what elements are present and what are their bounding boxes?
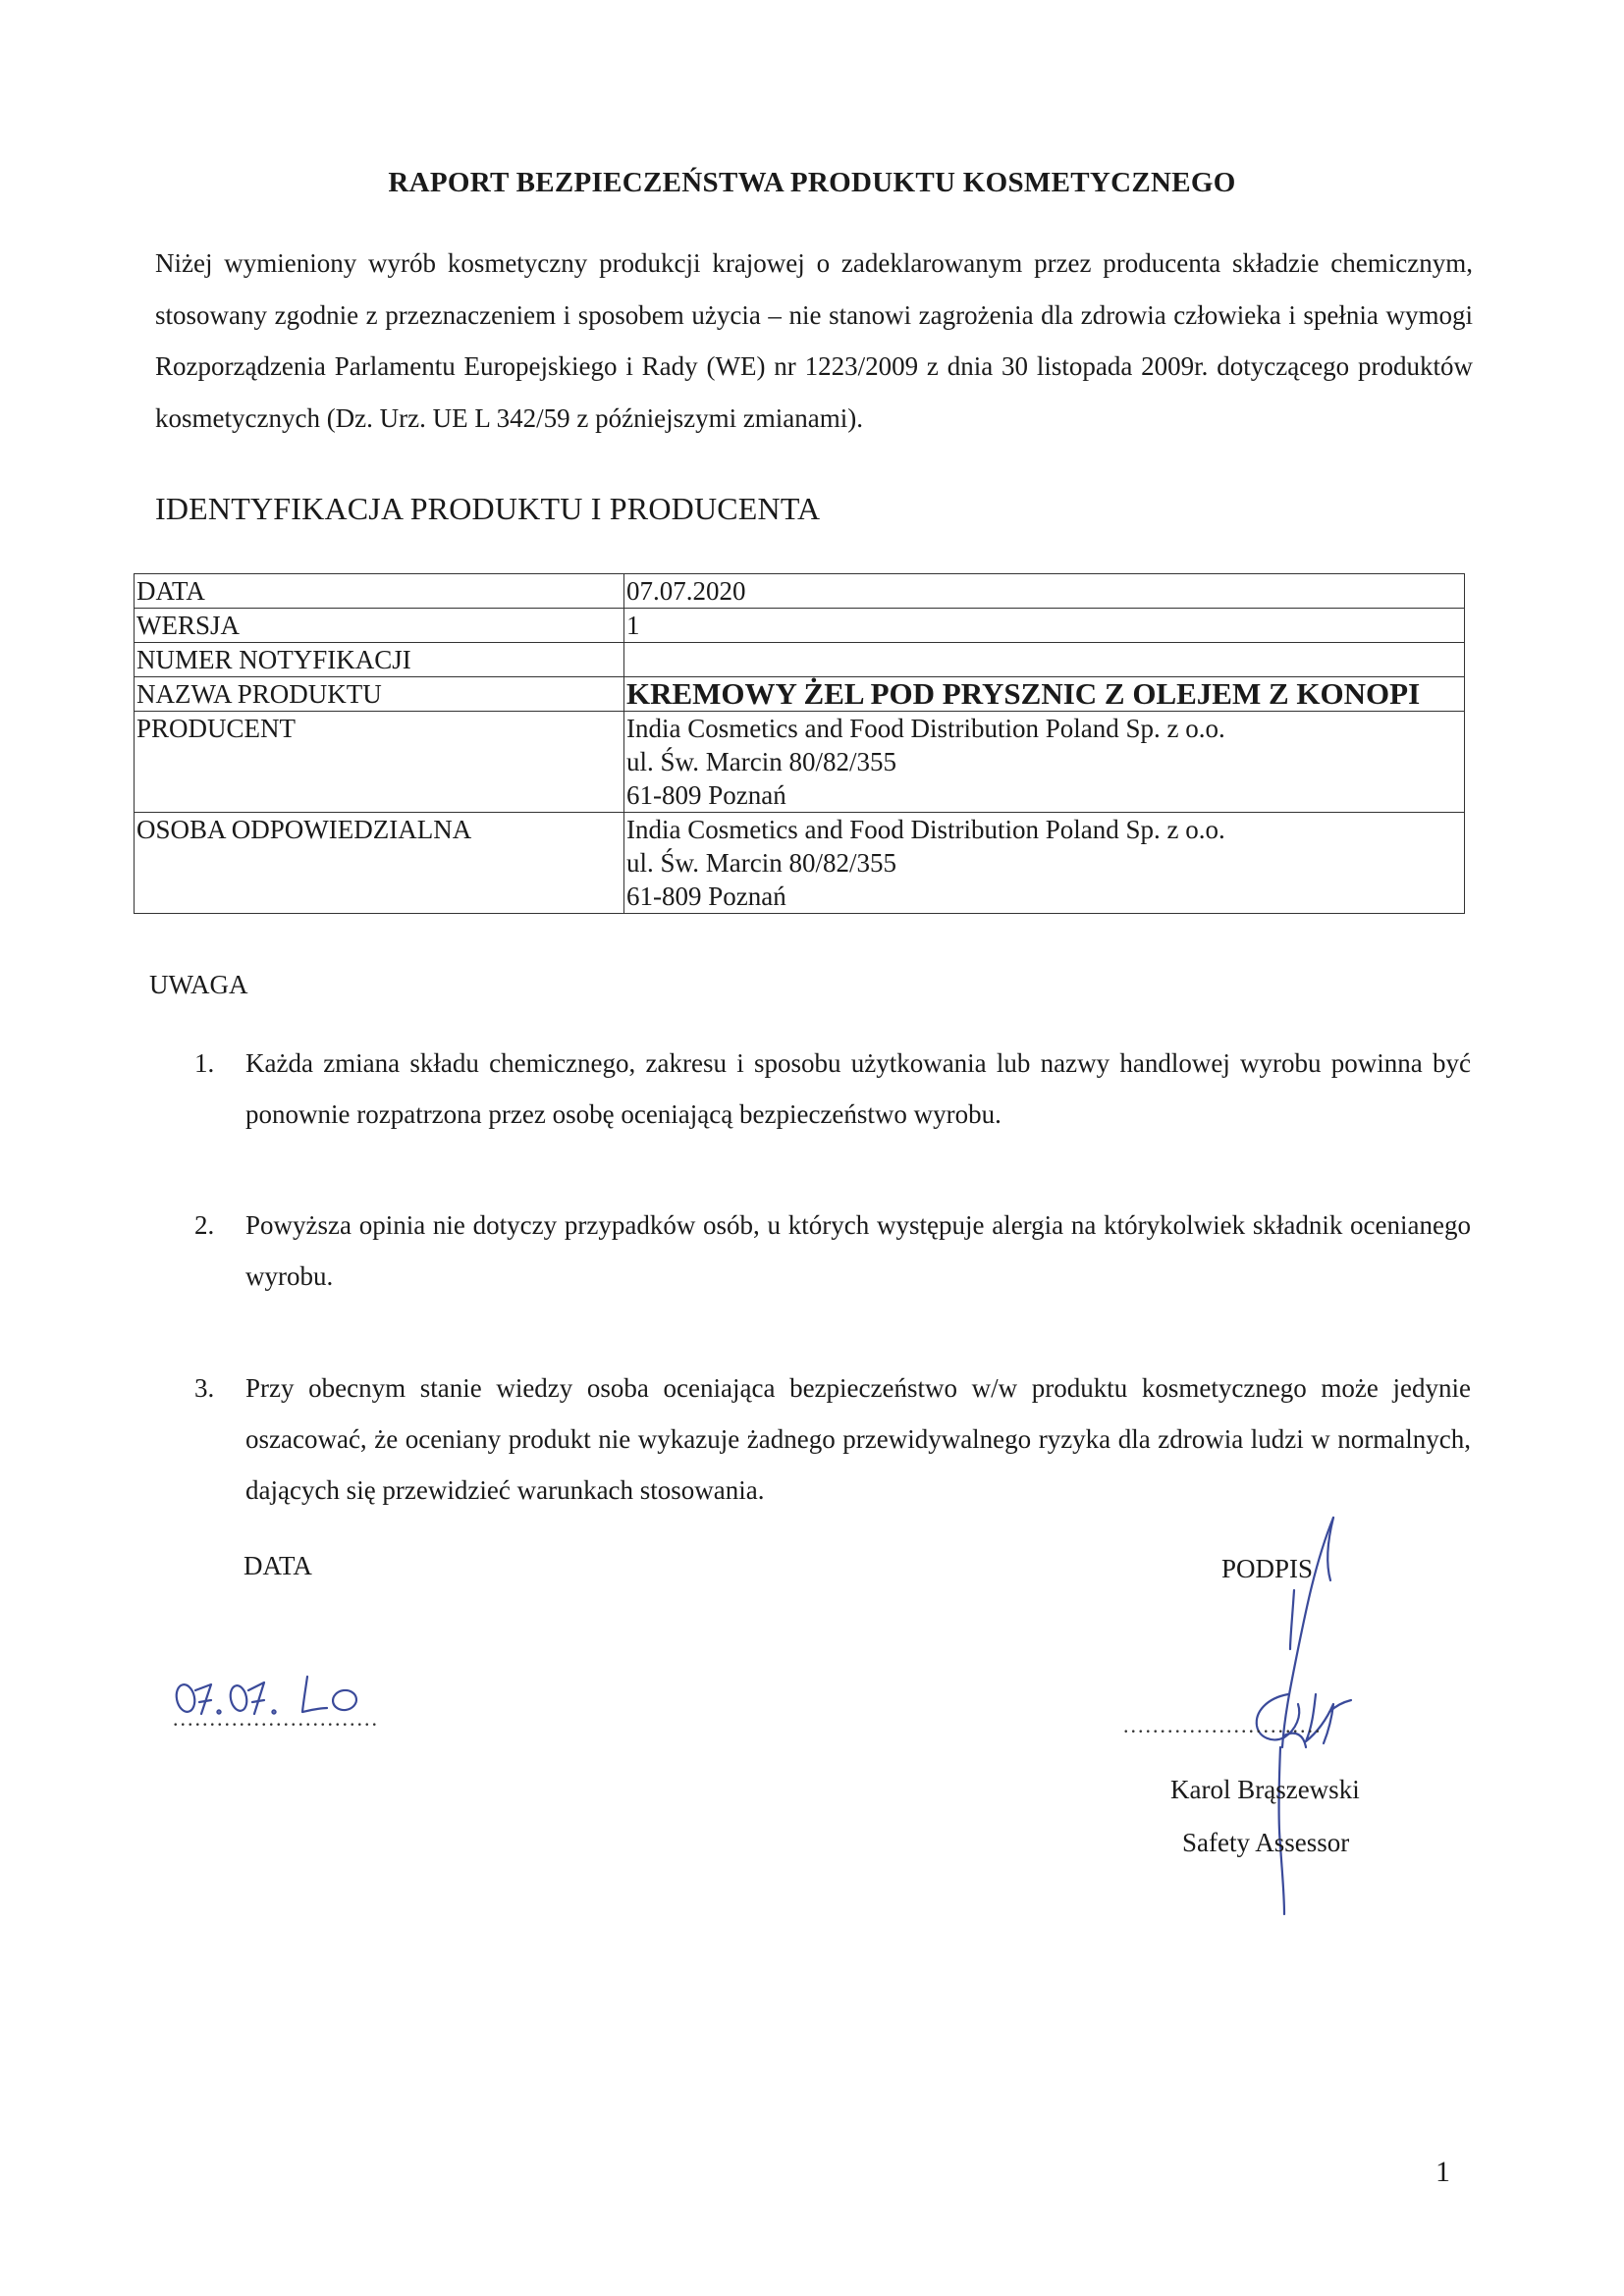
table-row-notification	[135, 643, 1465, 677]
note-text: Przy obecnym stanie wiedzy osoba oceniająca bezpieczeństwo w/w produktu kosmetycznego może jedynie oszacować, że oceniany produkt nie wykazuje żadnego przewidywalnego ryzyka dla zdrowia ludzi w normalnych, dających się przewidzieć warunkach stosowania.	[245, 1373, 1471, 1505]
responsible-line-company: India Cosmetics and Food Distribution Poland Sp. z o.o.	[626, 815, 1225, 844]
note-number: 2.	[194, 1210, 215, 1240]
intro-paragraph: Niżej wymieniony wyrób kosmetyczny produkcji krajowej o zadeklarowanym przez producenta składzie chemicznym, stosowany zgodnie z przeznaczeniem i sposobem użycia – nie stanowi zagrożenia dla zdrowia człowieka i spełnia wymogi Rozporządzenia Parlamentu Europejskiego i Rady (WE) nr 1223/2009 z dnia 30 listopada 2009r. dotyczącego produktów kosmetycznych (Dz. Urz. UE L 342/59 z późniejszymi zmianami).	[155, 248, 1473, 433]
responsible-line-street: ul. Św. Marcin 80/82/355	[626, 848, 896, 878]
producer-line-street: ul. Św. Marcin 80/82/355	[626, 747, 896, 776]
notification-value	[624, 643, 1465, 677]
signature-label: PODPIS	[1221, 1554, 1314, 1583]
note-number: 3.	[194, 1373, 215, 1403]
date-value: 07.07.2020	[624, 574, 1465, 609]
table-row-date	[135, 574, 1465, 609]
table-row-product	[135, 677, 1465, 712]
producer-value	[624, 712, 1465, 813]
note-item	[194, 1200, 1471, 1308]
signature-date-label: DATA	[244, 1551, 312, 1580]
date-label: DATA	[135, 574, 624, 609]
responsible-value	[624, 813, 1465, 914]
note-text: Każda zmiana składu chemicznego, zakresu i sposobu użytkowania lub nazwy handlowej wyrobu powinna być ponownie rozpatrzona przez osobę oceniającą bezpieczeństwo wyrobu.	[245, 1048, 1471, 1129]
date-dotted-line: ............................	[173, 1706, 379, 1731]
signature-dotted-line: ...........................	[1123, 1713, 1323, 1737]
product-value: KREMOWY ŻEL POD PRYSZNIC Z OLEJEM Z KONOPI	[624, 677, 1465, 712]
assessor-role: Safety Assessor	[1182, 1828, 1350, 1857]
table-row-version	[135, 609, 1465, 643]
assessor-name: Karol Brąszewski	[1170, 1775, 1360, 1804]
page-number: 1	[1435, 2156, 1450, 2188]
version-value: 1	[624, 609, 1465, 643]
note-item	[194, 1038, 1471, 1146]
producer-line-city: 61-809 Poznań	[626, 780, 786, 810]
responsible-label: OSOBA ODPOWIEDZIALNA	[135, 813, 624, 914]
notification-label: NUMER NOTYFIKACJI	[135, 643, 624, 677]
table-row-producer	[135, 712, 1465, 813]
note-number: 1.	[194, 1048, 215, 1078]
section-title: IDENTYFIKACJA PRODUKTU I PRODUCENTA	[155, 491, 821, 526]
producer-line-company: India Cosmetics and Food Distribution Poland Sp. z o.o.	[626, 714, 1225, 743]
identification-table	[134, 573, 1465, 914]
table-row-responsible	[135, 813, 1465, 914]
notes-title: UWAGA	[149, 970, 248, 999]
note-text: Powyższa opinia nie dotyczy przypadków osób, u których występuje alergia na którykolwiek składnik ocenianego wyrobu.	[245, 1210, 1471, 1291]
note-item	[194, 1362, 1471, 1520]
document-title: RAPORT BEZPIECZEŃSTWA PRODUKTU KOSMETYCZNEGO	[388, 167, 1236, 198]
version-label: WERSJA	[135, 609, 624, 643]
producer-label: PRODUCENT	[135, 712, 624, 813]
responsible-line-city: 61-809 Poznań	[626, 881, 786, 911]
product-label: NAZWA PRODUKTU	[135, 677, 624, 712]
